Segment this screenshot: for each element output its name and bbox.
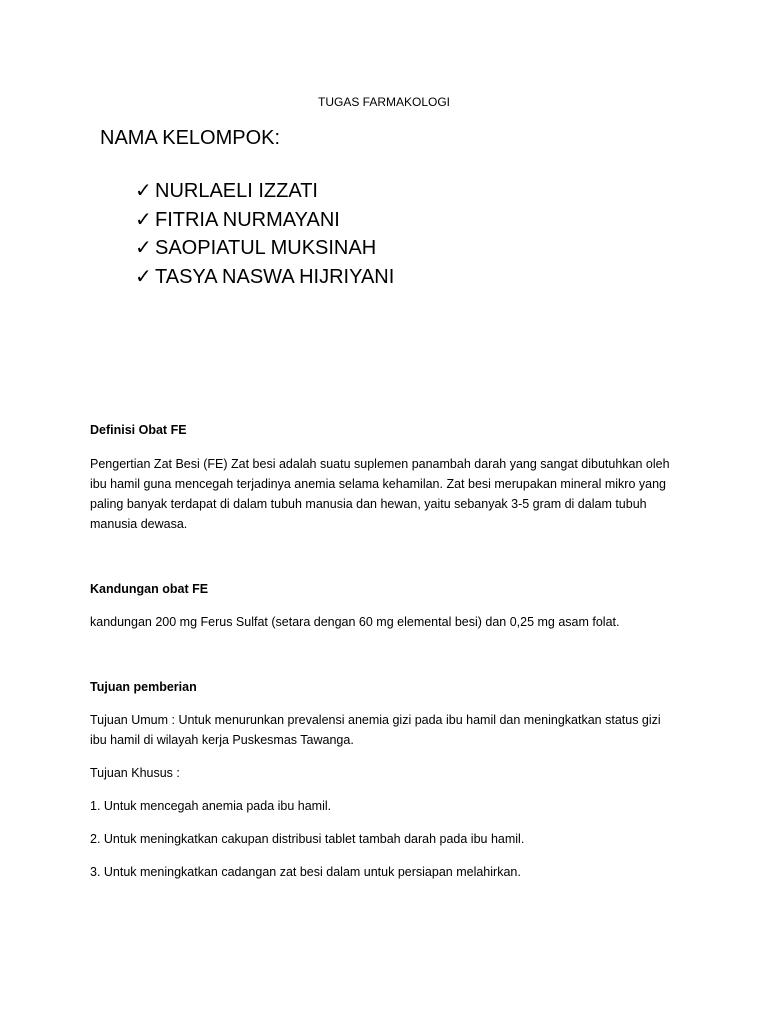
member-name: FITRIA NURMAYANI (155, 208, 340, 231)
tujuan-list-item: 1. Untuk mencegah anemia pada ibu hamil. (90, 799, 332, 813)
document-title: TUGAS FARMAKOLOGI (317, 95, 451, 109)
checkmark-icon: ✓ (135, 180, 152, 202)
member-name: SAOPIATUL MUKSINAH (155, 237, 377, 259)
tujuan-list-item: 2. Untuk meningkatkan cakupan distribusi tablet tambah darah pada ibu hamil. (90, 832, 525, 846)
member-item (135, 234, 394, 263)
checkmark-icon: ✓ (135, 237, 152, 259)
definisi-paragraph (90, 454, 690, 534)
group-heading: NAMA KELOMPOK: (100, 127, 281, 149)
paragraph-line: ibu hamil di wilayah kerja Puskesmas Tawanga. (90, 733, 354, 747)
tujuan-list-item: 3. Untuk meningkatkan cadangan zat besi dalam untuk persiapan melahirkan. (90, 865, 521, 879)
member-item (135, 177, 394, 206)
paragraph-line: paling banyak terdapat di dalam tubuh manusia dan hewan, yaitu sebanyak 3-5 gram di dalam tubuh (90, 497, 647, 511)
paragraph-line: Pengertian Zat Besi (FE) Zat besi adalah suatu suplemen panambah darah yang sangat dibutuhkan oleh (90, 457, 670, 471)
definisi-section (90, 420, 690, 534)
member-item (135, 263, 394, 292)
member-name: NURLAELI IZZATI (155, 180, 318, 202)
paragraph-line: manusia dewasa. (90, 517, 188, 531)
checkmark-icon: ✓ (135, 208, 152, 231)
tujuan-khusus-label: Tujuan Khusus : (90, 766, 180, 780)
section-heading-definisi: Definisi Obat FE (90, 423, 187, 437)
tujuan-section (90, 677, 690, 882)
checkmark-icon: ✓ (135, 265, 152, 288)
section-heading-kandungan: Kandungan obat FE (90, 582, 209, 596)
paragraph-line: Tujuan Umum : Untuk menurunkan prevalensi anemia gizi pada ibu hamil dan meningkatkan status gizi (90, 713, 661, 727)
member-item (135, 206, 394, 235)
kandungan-paragraph: kandungan 200 mg Ferus Sulfat (setara dengan 60 mg elemental besi) dan 0,25 mg asam folat. (90, 615, 620, 629)
section-heading-tujuan: Tujuan pemberian (90, 680, 197, 694)
tujuan-umum-paragraph (90, 710, 690, 750)
member-name: TASYA NASWA HIJRIYANI (155, 265, 395, 288)
paragraph-line: ibu hamil guna mencegah terjadinya anemia selama kehamilan. Zat besi merupakan mineral mikro yang (90, 477, 666, 491)
member-list (135, 177, 394, 291)
kandungan-section (90, 579, 690, 632)
